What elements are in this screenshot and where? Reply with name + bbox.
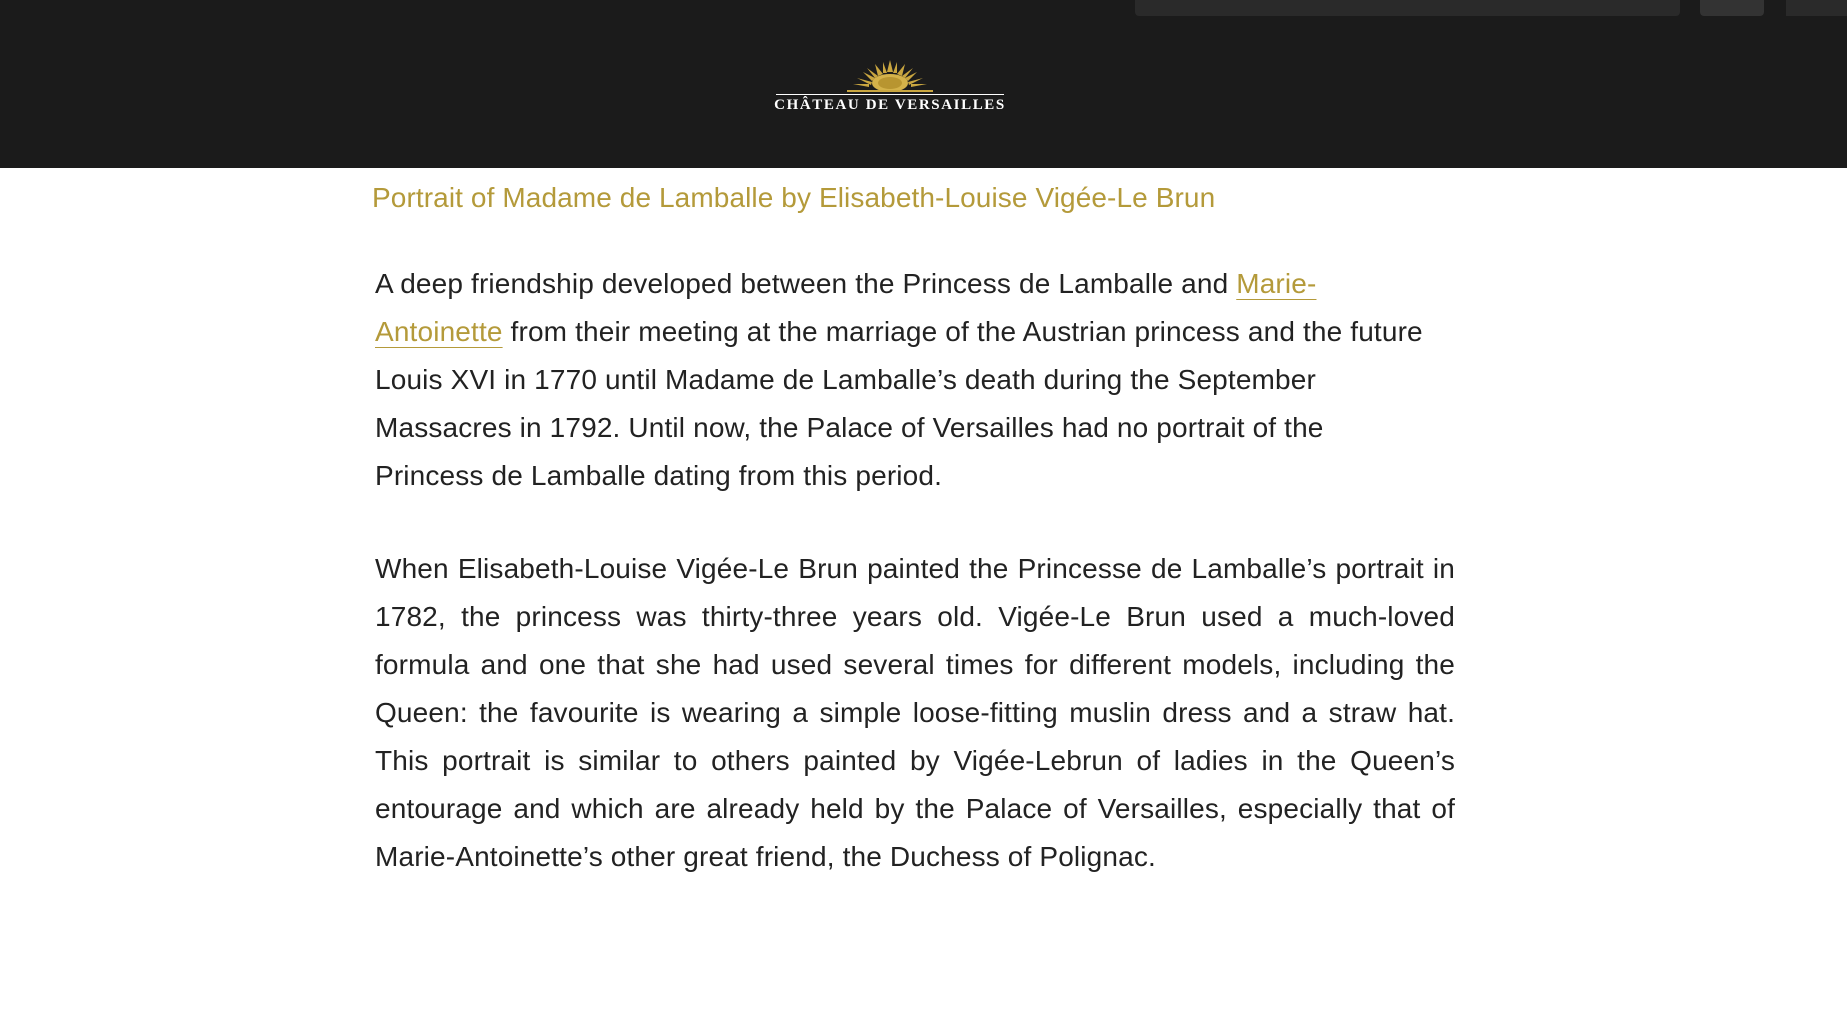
article-paragraph-1 (372, 260, 1435, 500)
marie-antoinette-link[interactable]: Marie-Antoinette (375, 268, 1317, 347)
logo-text: CHÂTEAU DE VERSAILLES (774, 97, 1006, 113)
paragraph-text: from their meeting at the marriage of the Austrian princess and the future Louis XVI in 1770 until Madame de Lamballe’s death during the September Massacres in 1792. Until now, the Palace of Versailles had no portrait of the Princess de Lamballe dating from this period. (375, 316, 1423, 491)
site-header (0, 0, 1847, 168)
article-paragraph-2: When Elisabeth-Louise Vigée-Le Brun painted the Princesse de Lamballe’s portrait in 1782, the princess was thirty-three years old. Vigée-Le Brun used a much-loved formula and one that she had used several times for different models, including the Queen: the favourite is wearing a simple loose-fitting muslin dress and a straw hat. This portrait is similar to others painted by Vigée-Lebrun of ladies in the Queen’s entourage and which are already held by the Palace of Versailles, especially that of Marie-Antoinette’s other great friend, the Duchess of Polignac. (375, 553, 1455, 872)
article-content (372, 168, 1455, 881)
paragraph-text: A deep friendship developed between the Princess de Lamballe and (375, 268, 1237, 299)
image-caption: Portrait of Madame de Lamballe by Elisabeth-Louise Vigée-Le Brun (372, 182, 1216, 213)
site-logo[interactable] (770, 58, 1010, 128)
header-menu-button[interactable] (1786, 0, 1847, 16)
search-button[interactable] (1700, 0, 1764, 16)
sun-crest-icon (845, 58, 935, 94)
search-bar[interactable] (1135, 0, 1680, 16)
logo-rule (776, 94, 1004, 95)
